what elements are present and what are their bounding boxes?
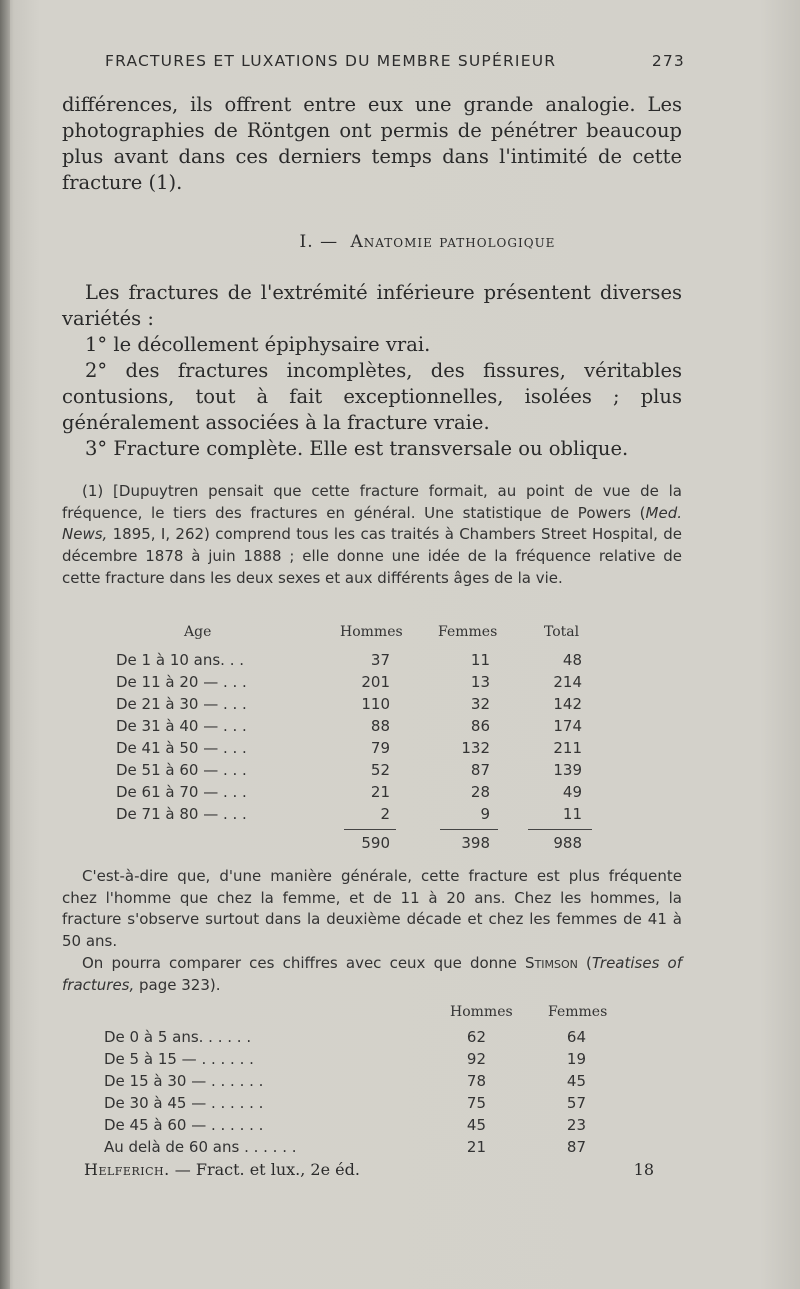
table2-age-cell: De 15 à 30 — . . . . . . (104, 1072, 264, 1090)
variety-item-1: 1° le décollement épiphysaire vrai. (85, 333, 431, 356)
compare-paragraph: On pourra comparer ces chiffres avec ceux que donne Stimson (Treatises of fractures, page 323). (62, 953, 682, 994)
table1-age-cell: De 51 à 60 — . . . (116, 761, 247, 779)
table2-hommes-cell: 92 (466, 1050, 486, 1068)
table1-total-total: 988 (553, 834, 582, 852)
table1-total-cell: 211 (553, 739, 582, 757)
page-footer (84, 1160, 654, 1179)
table1-age-cell: De 61 à 70 — . . . (116, 783, 247, 801)
conclusion-paragraph: C'est-à-dire que, d'une manière générale, cette fracture est plus fréquente chez l'homme que chez la femme, et de 11 à 20 ans. Chez les hommes, la fracture s'observe surtout dans la deuxième décade et chez les femmes de 41 à 50 ans. (62, 867, 682, 951)
table2-hommes-cell: 21 (466, 1138, 486, 1156)
table2-hommes-cell: 62 (466, 1028, 486, 1046)
table2-femmes-cell: 23 (566, 1116, 586, 1134)
stimson-table (0, 1004, 800, 1164)
variety-item-2: 2° des fractures incomplètes, des fissures, véritables contusions, tout à fait exceptionnelles, isolées ; plus généralement associées à la fracture vraie. (62, 359, 682, 434)
table1-sum-rule-femmes (440, 829, 498, 830)
section-heading (0, 232, 800, 252)
table1-total-cell: 49 (562, 783, 582, 801)
table1-total-femmes: 398 (461, 834, 490, 852)
table1-hommes-cell: 37 (370, 651, 390, 669)
table1-sum-rule-total (528, 829, 592, 830)
table1-hommes-cell: 88 (370, 717, 390, 735)
table2-age-cell: Au delà de 60 ans . . . . . . (104, 1138, 297, 1156)
table1-femmes-cell: 87 (470, 761, 490, 779)
footer-author: Helferich. (84, 1160, 170, 1179)
footnote-journal: Med. News, (62, 503, 682, 544)
table2-femmes-cell: 45 (566, 1072, 586, 1090)
section-number: I. — (299, 232, 339, 252)
table1-femmes-cell: 132 (461, 739, 490, 757)
table2-age-cell: De 0 à 5 ans. . . . . . (104, 1028, 252, 1046)
footnote (62, 481, 682, 590)
running-header (105, 52, 685, 70)
footer-title: — Fract. et lux., 2e éd. (169, 1160, 360, 1179)
footer-citation (84, 1160, 360, 1179)
table1-femmes-cell: 11 (470, 651, 490, 669)
table1-femmes-cell: 32 (470, 695, 490, 713)
page-number: 273 (651, 52, 685, 70)
table2-femmes-cell: 19 (566, 1050, 586, 1068)
table2-age-cell: De 45 à 60 — . . . . . . (104, 1116, 264, 1134)
table1-header-femmes: Femmes (438, 624, 498, 640)
table1-total-hommes: 590 (361, 834, 390, 852)
table2-hommes-cell: 78 (466, 1072, 486, 1090)
conclusion-block (62, 866, 682, 996)
varieties-block (62, 280, 682, 462)
varieties-lead: Les fractures de l'extrémité inférieure présentent diverses variétés : (62, 281, 682, 330)
table1-hommes-cell: 79 (370, 739, 390, 757)
compare-author: Stimson (525, 953, 578, 972)
table1-age-cell: De 41 à 50 — . . . (116, 739, 247, 757)
table1-femmes-cell: 86 (470, 717, 490, 735)
compare-work: Treatises of fractures, (62, 953, 682, 994)
table2-femmes-cell: 87 (566, 1138, 586, 1156)
table2-header-femmes: Femmes (548, 1004, 608, 1020)
table1-sum-rule-hommes (344, 829, 396, 830)
footer-signature: 18 (633, 1160, 654, 1179)
variety-item-3: 3° Fracture complète. Elle est transversale ou oblique. (85, 437, 629, 460)
table1-age-cell: De 1 à 10 ans. . . (116, 651, 245, 669)
table1-total-cell: 48 (562, 651, 582, 669)
table1-femmes-cell: 28 (470, 783, 490, 801)
table2-hommes-cell: 75 (466, 1094, 486, 1112)
table1-total-cell: 139 (553, 761, 582, 779)
table1-age-cell: De 71 à 80 — . . . (116, 805, 247, 823)
running-title: FRACTURES ET LUXATIONS DU MEMBRE SUPÉRIEUR (105, 52, 557, 70)
table2-age-cell: De 30 à 45 — . . . . . . (104, 1094, 264, 1112)
table1-total-cell: 214 (553, 673, 582, 691)
compare-text-before: On pourra comparer ces chiffres avec ceux que donne (82, 953, 526, 972)
table1-total-cell: 142 (553, 695, 582, 713)
table1-hommes-cell: 110 (361, 695, 390, 713)
table2-age-cell: De 5 à 15 — . . . . . . (104, 1050, 254, 1068)
table1-femmes-cell: 13 (470, 673, 490, 691)
table1-age-cell: De 11 à 20 — . . . (116, 673, 247, 691)
footnote-text-after: 1895, I, 262) comprend tous les cas traités à Chambers Street Hospital, de décembre 1878 à juin 1888 ; elle donne une idée de la fréquence relative de cette fracture dans les deux sexes et aux différents âges de la vie. (62, 525, 682, 587)
table1-total-cell: 174 (553, 717, 582, 735)
table2-header-hommes: Hommes (450, 1004, 513, 1020)
table2-hommes-cell: 45 (466, 1116, 486, 1134)
table2-femmes-cell: 57 (566, 1094, 586, 1112)
intro-paragraph-block (62, 92, 682, 196)
section-title: Anatomie pathologique (350, 232, 556, 252)
age-distribution-table (0, 624, 800, 854)
table1-hommes-cell: 21 (370, 783, 390, 801)
table1-total-cell: 11 (562, 805, 582, 823)
table1-header-total: Total (544, 624, 580, 640)
table1-hommes-cell: 2 (380, 805, 390, 823)
table1-header-age: Age (184, 624, 212, 640)
table1-hommes-cell: 201 (361, 673, 390, 691)
table1-age-cell: De 31 à 40 — . . . (116, 717, 247, 735)
table1-age-cell: De 21 à 30 — . . . (116, 695, 247, 713)
footnote-text-before: (1) [Dupuytren pensait que cette fracture formait, au point de vue de la fréquence, le tiers des fractures en général. Une statistique de Powers ( (62, 482, 682, 522)
table1-femmes-cell: 9 (480, 805, 490, 823)
table2-femmes-cell: 64 (566, 1028, 586, 1046)
intro-paragraph: différences, ils offrent entre eux une grande analogie. Les photographies de Röntgen ont permis de pénétrer beaucoup plus avant dans ces derniers temps dans l'intimité de cette fracture (1). (62, 93, 682, 194)
table1-hommes-cell: 52 (370, 761, 390, 779)
table1-header-hommes: Hommes (340, 624, 403, 640)
compare-text-after: page 323). (134, 975, 221, 994)
